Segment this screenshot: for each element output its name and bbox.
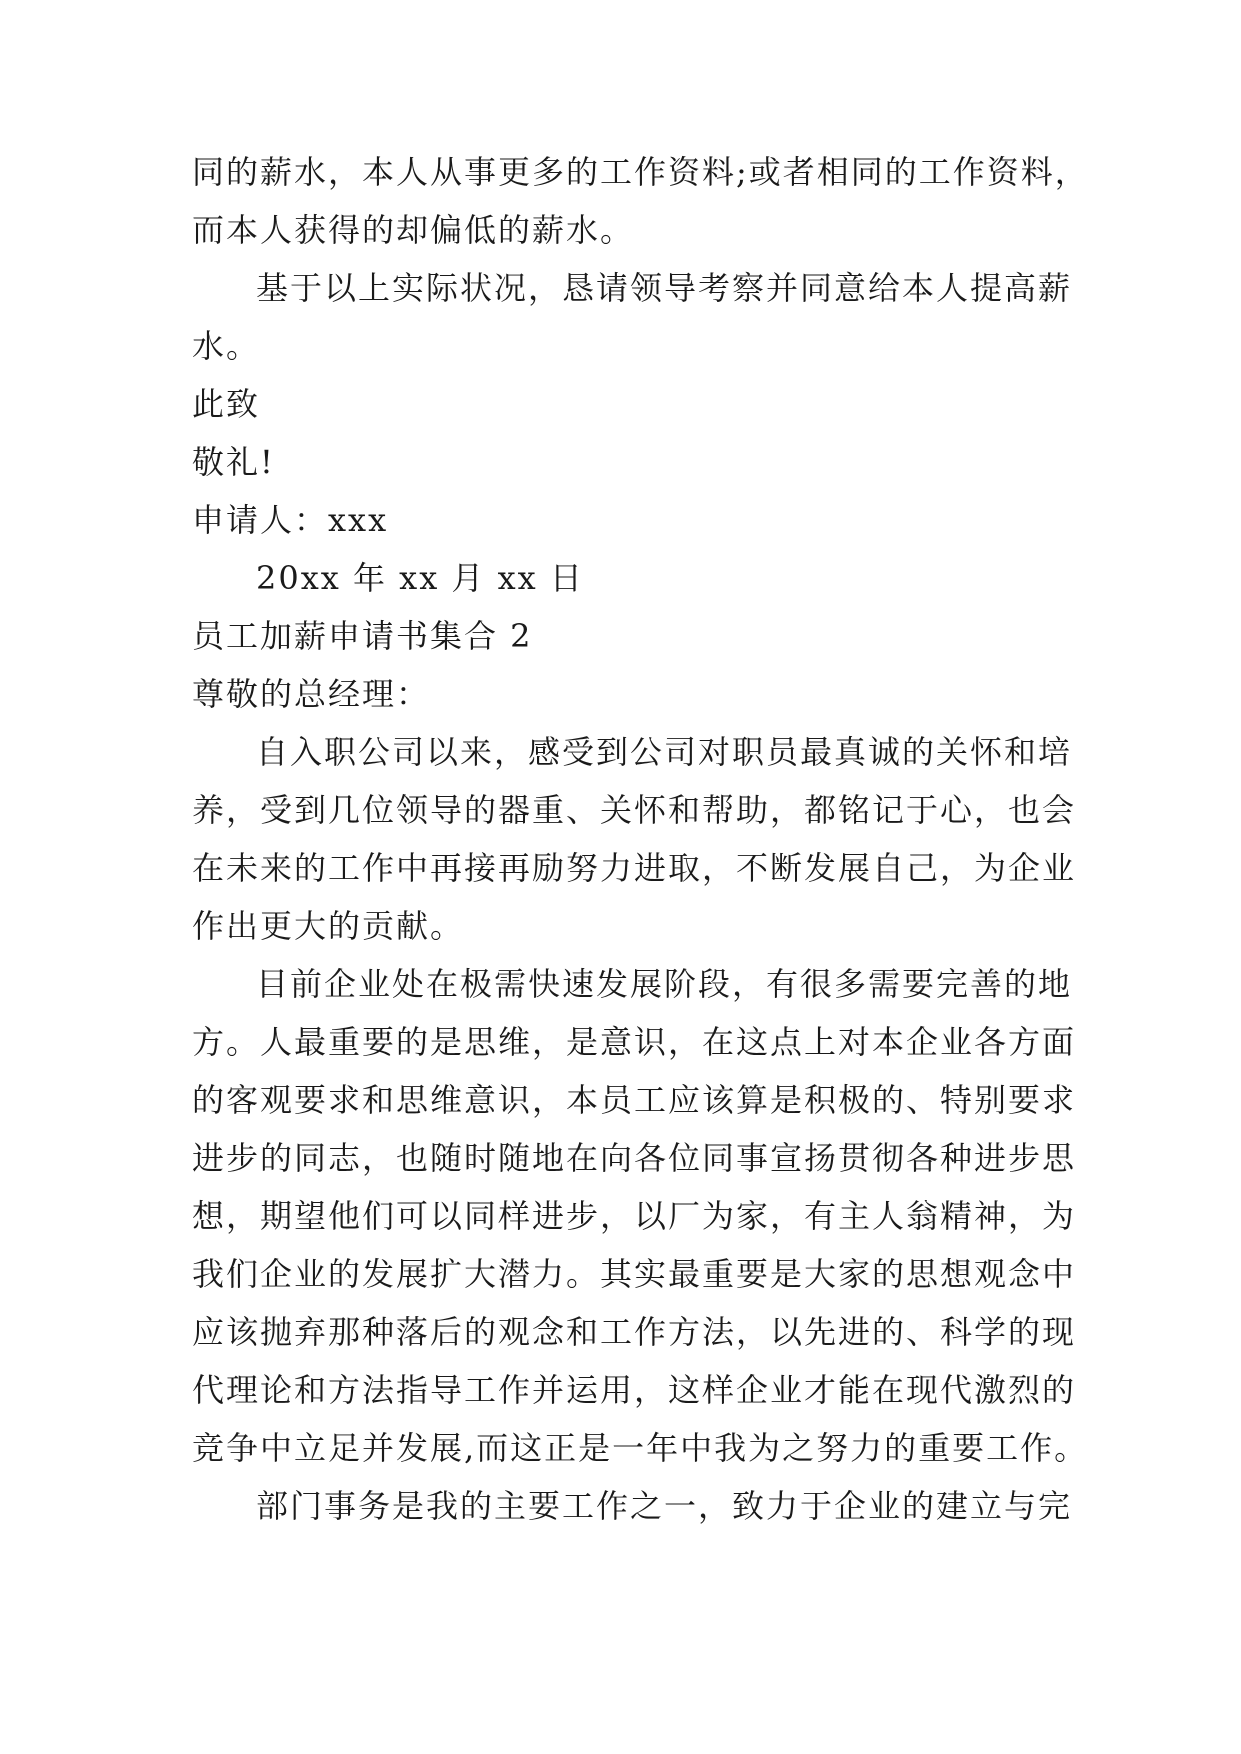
section-title: 员工加薪申请书集合 2 (192, 617, 533, 655)
paragraph-line: 部门事务是我的主要工作之一，致力于企业的建立与完 (256, 1487, 1073, 1525)
text-line: 竞争中立足并发展,而这正是一年中我为之努力的重要工作。 (192, 1429, 1089, 1467)
text-line: 应该抛弃那种落后的观念和工作方法，以先进的、科学的现 (192, 1313, 1077, 1351)
text-line: 作出更大的贡献。 (192, 907, 465, 945)
text-line: 的客观要求和思维意识，本员工应该算是积极的、特别要求 (192, 1081, 1077, 1119)
text-line: 方。人最重要的是思维，是意识，在这点上对本企业各方面 (192, 1023, 1077, 1061)
date-line: 20xx 年 xx 月 xx 日 (256, 559, 584, 597)
applicant-signature: 申请人：xxx (192, 501, 389, 539)
text-line: 想，期望他们可以同样进步，以厂为家，有主人翁精神，为 (192, 1197, 1077, 1235)
text-line: 水。 (192, 327, 261, 365)
text-line: 进步的同志，也随时随地在向各位同事宣扬贯彻各种进步思 (192, 1139, 1077, 1177)
paragraph-line: 基于以上实际状况，恳请领导考察并同意给本人提高薪 (256, 269, 1073, 307)
addressee: 尊敬的总经理： (192, 675, 431, 713)
closing-phrase: 此致 (192, 385, 261, 423)
text-line: 同的薪水，本人从事更多的工作资料;或者相同的工作资料， (192, 153, 1089, 191)
text-line: 在未来的工作中再接再励努力进取，不断发展自己，为企业 (192, 849, 1077, 887)
text-line: 代理论和方法指导工作并运用，这样企业才能在现代激烈的 (192, 1371, 1077, 1409)
text-line: 养，受到几位领导的器重、关怀和帮助，都铭记于心，也会 (192, 791, 1077, 829)
salutation-closing: 敬礼! (192, 443, 275, 481)
text-line: 我们企业的发展扩大潜力。其实最重要是大家的思想观念中 (192, 1255, 1077, 1293)
text-line: 而本人获得的却偏低的薪水。 (192, 211, 635, 249)
paragraph-line: 目前企业处在极需快速发展阶段，有很多需要完善的地 (256, 965, 1073, 1003)
paragraph-line: 自入职公司以来，感受到公司对职员最真诚的关怀和培 (256, 733, 1073, 771)
